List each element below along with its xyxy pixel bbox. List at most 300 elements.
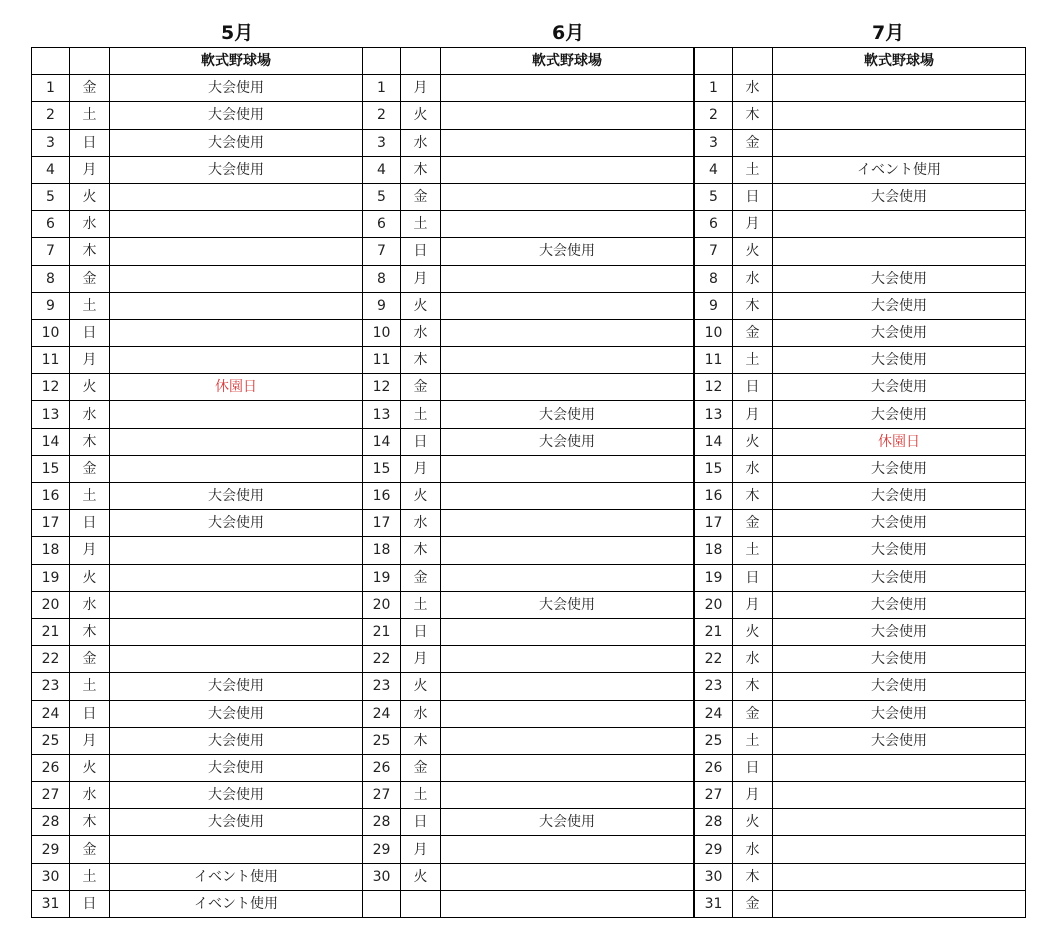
weekday: 火 — [70, 754, 110, 781]
day-number: 13 — [363, 401, 401, 428]
schedule-table — [694, 47, 1026, 918]
weekday: 水 — [401, 319, 441, 346]
day-number: 23 — [363, 673, 401, 700]
usage-status — [441, 618, 694, 645]
table-row — [363, 455, 694, 482]
day-number: 4 — [32, 156, 70, 183]
header-day-cell — [32, 48, 70, 75]
weekday: 月 — [733, 211, 773, 238]
table-row — [363, 483, 694, 510]
usage-status — [441, 455, 694, 482]
weekday: 木 — [733, 102, 773, 129]
weekday: 日 — [401, 809, 441, 836]
usage-status — [441, 102, 694, 129]
usage-status: 大会使用 — [773, 727, 1026, 754]
header-facility: 軟式野球場 — [773, 48, 1026, 75]
weekday: 水 — [733, 836, 773, 863]
month-title: 5月 — [221, 22, 254, 44]
day-number: 30 — [32, 863, 70, 890]
table-row — [695, 401, 1026, 428]
table-row — [32, 646, 363, 673]
weekday: 月 — [733, 591, 773, 618]
usage-status — [441, 510, 694, 537]
day-number: 8 — [363, 265, 401, 292]
day-number: 19 — [32, 564, 70, 591]
day-number: 26 — [695, 754, 733, 781]
day-number: 21 — [363, 618, 401, 645]
usage-status: 大会使用 — [110, 782, 363, 809]
table-row — [32, 700, 363, 727]
table-row — [32, 75, 363, 102]
weekday — [401, 890, 441, 917]
usage-status: 大会使用 — [441, 591, 694, 618]
usage-status: イベント使用 — [110, 890, 363, 917]
day-number: 30 — [363, 863, 401, 890]
table-row — [695, 211, 1026, 238]
usage-status — [110, 618, 363, 645]
weekday: 金 — [70, 646, 110, 673]
schedule-table — [31, 47, 363, 918]
weekday: 日 — [733, 564, 773, 591]
weekday: 水 — [70, 782, 110, 809]
weekday: 土 — [733, 347, 773, 374]
day-number: 16 — [363, 483, 401, 510]
table-row — [363, 102, 694, 129]
weekday: 木 — [70, 618, 110, 645]
day-number: 4 — [363, 156, 401, 183]
day-number: 20 — [363, 591, 401, 618]
weekday: 金 — [70, 265, 110, 292]
day-number: 6 — [32, 211, 70, 238]
table-row — [695, 809, 1026, 836]
usage-status: 大会使用 — [773, 483, 1026, 510]
day-number: 22 — [363, 646, 401, 673]
weekday: 火 — [401, 292, 441, 319]
month-title: 6月 — [552, 22, 585, 44]
usage-status — [441, 347, 694, 374]
day-number: 24 — [363, 700, 401, 727]
table-row — [695, 673, 1026, 700]
day-number: 1 — [363, 75, 401, 102]
table-row — [695, 238, 1026, 265]
day-number: 7 — [695, 238, 733, 265]
usage-status: 大会使用 — [110, 727, 363, 754]
usage-status: 大会使用 — [773, 510, 1026, 537]
day-number: 10 — [363, 319, 401, 346]
usage-status: 大会使用 — [773, 374, 1026, 401]
day-number: 26 — [363, 754, 401, 781]
weekday: 土 — [733, 727, 773, 754]
table-row — [363, 564, 694, 591]
usage-status: 大会使用 — [773, 401, 1026, 428]
table-row — [32, 401, 363, 428]
usage-status — [441, 754, 694, 781]
table-row — [695, 646, 1026, 673]
usage-status: 大会使用 — [773, 591, 1026, 618]
month-title: 7月 — [872, 22, 905, 44]
header-row — [363, 48, 694, 75]
usage-status — [441, 727, 694, 754]
weekday: 金 — [733, 700, 773, 727]
table-row — [695, 537, 1026, 564]
table-row — [695, 455, 1026, 482]
table-row — [695, 727, 1026, 754]
day-number: 11 — [695, 347, 733, 374]
weekday: 日 — [70, 129, 110, 156]
usage-status — [441, 673, 694, 700]
day-number: 11 — [32, 347, 70, 374]
usage-status — [773, 238, 1026, 265]
usage-status: 大会使用 — [773, 292, 1026, 319]
table-row — [695, 319, 1026, 346]
table-row — [363, 646, 694, 673]
usage-status: イベント使用 — [773, 156, 1026, 183]
weekday: 火 — [733, 238, 773, 265]
weekday: 土 — [70, 863, 110, 890]
day-number: 11 — [363, 347, 401, 374]
weekday: 日 — [401, 428, 441, 455]
table-row — [695, 863, 1026, 890]
weekday: 月 — [70, 537, 110, 564]
usage-status: 大会使用 — [110, 510, 363, 537]
day-number: 18 — [32, 537, 70, 564]
day-number: 5 — [32, 183, 70, 210]
day-number: 29 — [695, 836, 733, 863]
weekday: 水 — [401, 129, 441, 156]
day-number: 12 — [695, 374, 733, 401]
day-number: 8 — [695, 265, 733, 292]
usage-status: 大会使用 — [110, 156, 363, 183]
month-june — [362, 19, 694, 918]
table-row — [695, 510, 1026, 537]
table-row — [32, 483, 363, 510]
usage-status: 大会使用 — [441, 428, 694, 455]
table-row — [363, 265, 694, 292]
weekday: 日 — [401, 618, 441, 645]
usage-status: 大会使用 — [773, 537, 1026, 564]
weekday: 木 — [70, 809, 110, 836]
day-number: 18 — [363, 537, 401, 564]
usage-status: 大会使用 — [773, 347, 1026, 374]
usage-status — [773, 890, 1026, 917]
usage-status — [441, 700, 694, 727]
table-row — [363, 374, 694, 401]
table-row — [363, 618, 694, 645]
table-row — [32, 211, 363, 238]
table-row — [363, 836, 694, 863]
usage-status — [441, 782, 694, 809]
table-row — [695, 618, 1026, 645]
table-row — [363, 510, 694, 537]
day-number: 17 — [363, 510, 401, 537]
header-row — [695, 48, 1026, 75]
usage-status: 大会使用 — [773, 700, 1026, 727]
header-day-cell — [363, 48, 401, 75]
day-number: 3 — [32, 129, 70, 156]
table-row — [32, 374, 363, 401]
usage-status: イベント使用 — [110, 863, 363, 890]
day-number: 19 — [363, 564, 401, 591]
day-number: 25 — [32, 727, 70, 754]
day-number: 29 — [32, 836, 70, 863]
weekday: 火 — [733, 618, 773, 645]
weekday: 月 — [70, 156, 110, 183]
weekday: 月 — [401, 265, 441, 292]
weekday: 水 — [70, 211, 110, 238]
table-row — [32, 836, 363, 863]
weekday: 金 — [401, 564, 441, 591]
header-row — [32, 48, 363, 75]
weekday: 水 — [401, 700, 441, 727]
day-number: 25 — [695, 727, 733, 754]
table-row — [363, 238, 694, 265]
weekday: 木 — [70, 428, 110, 455]
table-row — [32, 591, 363, 618]
weekday: 木 — [401, 537, 441, 564]
table-row — [32, 618, 363, 645]
usage-status: 大会使用 — [441, 238, 694, 265]
weekday: 月 — [733, 401, 773, 428]
table-row — [32, 754, 363, 781]
weekday: 月 — [401, 455, 441, 482]
weekday: 日 — [70, 510, 110, 537]
day-number: 17 — [32, 510, 70, 537]
weekday: 火 — [733, 428, 773, 455]
weekday: 土 — [401, 401, 441, 428]
usage-status: 休園日 — [773, 428, 1026, 455]
usage-status: 大会使用 — [773, 183, 1026, 210]
usage-status — [110, 564, 363, 591]
month-july — [694, 19, 1026, 918]
table-row — [363, 401, 694, 428]
day-number: 1 — [32, 75, 70, 102]
day-number: 26 — [32, 754, 70, 781]
table-row — [363, 129, 694, 156]
header-weekday-cell — [70, 48, 110, 75]
weekday: 火 — [401, 483, 441, 510]
weekday: 日 — [70, 890, 110, 917]
usage-status: 大会使用 — [110, 754, 363, 781]
header-facility: 軟式野球場 — [441, 48, 694, 75]
weekday: 火 — [401, 102, 441, 129]
usage-status — [110, 211, 363, 238]
day-number: 6 — [695, 211, 733, 238]
day-number: 27 — [695, 782, 733, 809]
weekday: 木 — [401, 156, 441, 183]
table-row — [32, 238, 363, 265]
day-number: 21 — [32, 618, 70, 645]
usage-status: 大会使用 — [773, 265, 1026, 292]
day-number: 7 — [363, 238, 401, 265]
day-number: 13 — [695, 401, 733, 428]
day-number: 12 — [32, 374, 70, 401]
usage-status: 大会使用 — [110, 75, 363, 102]
weekday: 木 — [733, 483, 773, 510]
weekday: 日 — [733, 183, 773, 210]
day-number: 1 — [695, 75, 733, 102]
table-row — [695, 564, 1026, 591]
weekday: 水 — [70, 401, 110, 428]
usage-status — [441, 374, 694, 401]
weekday: 火 — [401, 863, 441, 890]
usage-status — [110, 646, 363, 673]
usage-status — [441, 564, 694, 591]
weekday: 金 — [70, 455, 110, 482]
day-number: 13 — [32, 401, 70, 428]
weekday: 日 — [733, 374, 773, 401]
weekday: 木 — [733, 673, 773, 700]
usage-status — [441, 863, 694, 890]
usage-status: 大会使用 — [773, 618, 1026, 645]
weekday: 土 — [401, 782, 441, 809]
day-number: 6 — [363, 211, 401, 238]
weekday: 木 — [733, 292, 773, 319]
table-row — [363, 156, 694, 183]
weekday: 土 — [733, 537, 773, 564]
weekday: 火 — [70, 564, 110, 591]
table-row — [363, 890, 694, 917]
day-number: 10 — [695, 319, 733, 346]
day-number: 10 — [32, 319, 70, 346]
usage-status — [773, 782, 1026, 809]
table-row — [32, 183, 363, 210]
table-row — [32, 129, 363, 156]
usage-status — [773, 129, 1026, 156]
table-row — [695, 754, 1026, 781]
table-row — [363, 183, 694, 210]
day-number: 16 — [695, 483, 733, 510]
day-number: 31 — [32, 890, 70, 917]
header-facility: 軟式野球場 — [110, 48, 363, 75]
weekday: 火 — [70, 374, 110, 401]
usage-status: 大会使用 — [773, 455, 1026, 482]
day-number: 16 — [32, 483, 70, 510]
day-number: 7 — [32, 238, 70, 265]
table-row — [32, 673, 363, 700]
usage-status — [441, 646, 694, 673]
weekday: 土 — [401, 211, 441, 238]
usage-status: 大会使用 — [110, 673, 363, 700]
weekday: 月 — [401, 646, 441, 673]
day-number: 18 — [695, 537, 733, 564]
weekday: 月 — [401, 75, 441, 102]
usage-status: 大会使用 — [441, 809, 694, 836]
table-row — [32, 428, 363, 455]
usage-status — [110, 591, 363, 618]
day-number: 9 — [32, 292, 70, 319]
usage-status: 休園日 — [110, 374, 363, 401]
day-number: 4 — [695, 156, 733, 183]
usage-status — [441, 483, 694, 510]
usage-status — [773, 75, 1026, 102]
weekday: 木 — [401, 347, 441, 374]
day-number: 2 — [695, 102, 733, 129]
weekday: 月 — [401, 836, 441, 863]
weekday: 金 — [70, 836, 110, 863]
weekday: 火 — [733, 809, 773, 836]
day-number: 22 — [32, 646, 70, 673]
weekday: 金 — [733, 890, 773, 917]
table-row — [695, 374, 1026, 401]
usage-status — [773, 102, 1026, 129]
table-row — [32, 782, 363, 809]
table-row — [32, 537, 363, 564]
month-may — [31, 19, 363, 918]
usage-status — [441, 211, 694, 238]
usage-status: 大会使用 — [773, 564, 1026, 591]
day-number: 20 — [695, 591, 733, 618]
day-number: 15 — [363, 455, 401, 482]
day-number: 5 — [695, 183, 733, 210]
weekday: 金 — [733, 129, 773, 156]
usage-status — [441, 183, 694, 210]
table-row — [32, 347, 363, 374]
usage-status: 大会使用 — [110, 809, 363, 836]
day-number: 8 — [32, 265, 70, 292]
weekday: 金 — [733, 510, 773, 537]
usage-status: 大会使用 — [773, 673, 1026, 700]
weekday: 日 — [70, 700, 110, 727]
weekday: 月 — [733, 782, 773, 809]
table-row — [695, 102, 1026, 129]
usage-status — [441, 319, 694, 346]
usage-status — [110, 183, 363, 210]
usage-status — [110, 428, 363, 455]
table-row — [363, 428, 694, 455]
table-row — [695, 591, 1026, 618]
usage-status — [773, 754, 1026, 781]
weekday: 水 — [401, 510, 441, 537]
table-row — [363, 727, 694, 754]
weekday: 水 — [733, 646, 773, 673]
weekday: 土 — [70, 673, 110, 700]
day-number: 23 — [695, 673, 733, 700]
usage-status — [773, 863, 1026, 890]
table-row — [32, 292, 363, 319]
usage-status — [110, 319, 363, 346]
schedule-table — [362, 47, 694, 918]
weekday: 土 — [70, 483, 110, 510]
usage-status — [441, 156, 694, 183]
day-number: 30 — [695, 863, 733, 890]
table-row — [363, 347, 694, 374]
day-number: 2 — [32, 102, 70, 129]
weekday: 火 — [70, 183, 110, 210]
day-number: 3 — [695, 129, 733, 156]
day-number: 19 — [695, 564, 733, 591]
day-number: 29 — [363, 836, 401, 863]
table-row — [32, 863, 363, 890]
weekday: 木 — [70, 238, 110, 265]
table-row — [363, 700, 694, 727]
table-row — [363, 75, 694, 102]
table-row — [695, 428, 1026, 455]
usage-status — [773, 211, 1026, 238]
weekday: 土 — [401, 591, 441, 618]
table-row — [695, 292, 1026, 319]
table-row — [695, 347, 1026, 374]
table-row — [695, 836, 1026, 863]
day-number: 27 — [363, 782, 401, 809]
weekday: 水 — [733, 265, 773, 292]
table-row — [363, 782, 694, 809]
usage-status — [773, 809, 1026, 836]
day-number: 28 — [363, 809, 401, 836]
day-number: 23 — [32, 673, 70, 700]
weekday: 水 — [733, 75, 773, 102]
table-row — [695, 183, 1026, 210]
usage-status — [110, 455, 363, 482]
